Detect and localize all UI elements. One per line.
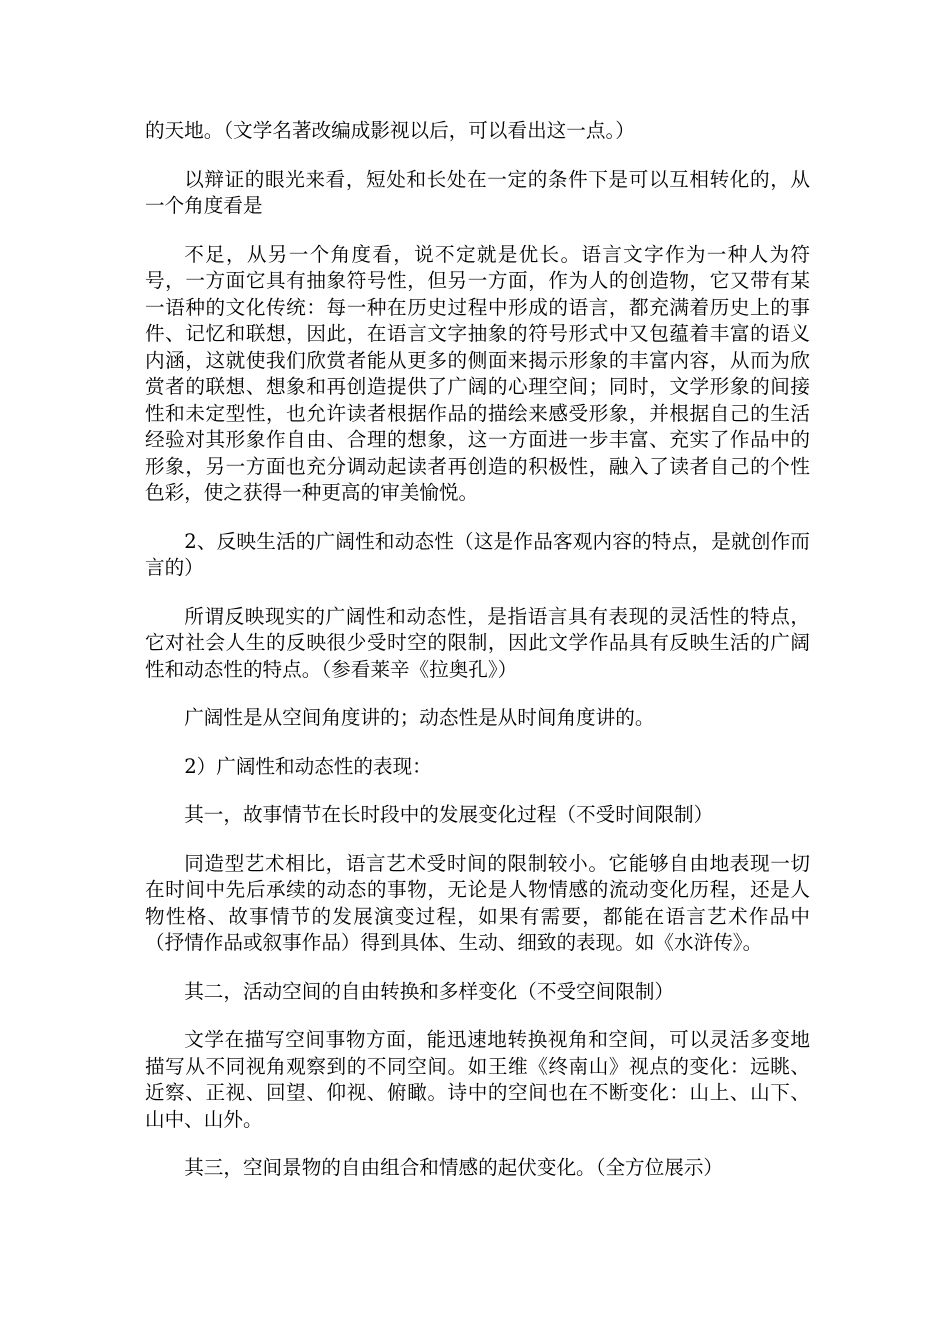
paragraph-11: 文学在描写空间事物方面，能迅速地转换视角和空间，可以灵活多变地描写从不同视角观察到的不同空间。如王维《终南山》视点的变化：远眺、近察、正视、回望、仰视、俯瞰。诗中的空间也在不断变化：山上、山下、山中、山外。	[145, 1028, 810, 1131]
paragraph-3: 不足，从另一个角度看，说不定就是优长。语言文字作为一种人为符号，一方面它具有抽象符号性，但另一方面，作为人的创造物，它又带有某一语种的文化传统：每一种在历史过程中形成的语言，都充满着历史上的事件、记忆和联想，因此，在语言文字抽象的符号形式中又包蕴着丰富的语义内涵，这就使我们欣赏者能从更多的侧面来揭示形象的丰富内容，从而为欣赏者的联想、想象和再创造提供了广阔的心理空间；同时，文学形象的间接性和未定型性，也允许读者根据作品的描绘来感受形象，并根据自己的生活经验对其形象作自由、合理的想象，这一方面进一步丰富、充实了作品中的形象，另一方面也充分调动起读者再创造的积极性，融入了读者自己的个性色彩，使之获得一种更高的审美愉悦。	[145, 242, 810, 504]
subheading-expressions: 2）广阔性和动态性的表现：	[184, 754, 432, 778]
paragraph-5: 所谓反映现实的广阔性和动态性，是指语言具有表现的灵活性的特点，它对社会人生的反映很少受时空的限制，因此文学作品具有反映生活的广阔性和动态性的特点。（参看莱辛《拉奥孔》）	[145, 604, 810, 681]
point-one-heading: 其一，故事情节在长时段中的发展变化过程（不受时间限制）	[184, 803, 714, 826]
section-heading-2: 2、反映生活的广阔性和动态性（这是作品客观内容的特点，是就创作而言的）	[145, 529, 810, 579]
point-two-heading: 其二，活动空间的自由转换和多样变化（不受空间限制）	[184, 979, 675, 1003]
paragraph-6: 广阔性是从空间角度讲的；动态性是从时间角度讲的。	[184, 706, 655, 729]
paragraph-9: 同造型艺术相比，语言艺术受时间的限制较小。它能够自由地表现一切在时间中先后承续的动态的事物，无论是人物情感的流动变化历程，还是人物性格、故事情节的发展演变过程，如果有需要，都能在语言艺术作品中（抒情作品或叙事作品）得到具体、生动、细致的表现。如《水浒传》。	[145, 851, 810, 954]
document-body	[145, 118, 810, 1204]
paragraph-1: 的天地。（文学名著改编成影视以后，可以看出这一点。）	[145, 119, 635, 142]
point-three-heading: 其三，空间景物的自由组合和情感的起伏变化。（全方位展示）	[184, 1156, 724, 1179]
paragraph-2: 以辩证的眼光来看，短处和长处在一定的条件下是可以互相转化的，从一个角度看是	[145, 167, 810, 217]
